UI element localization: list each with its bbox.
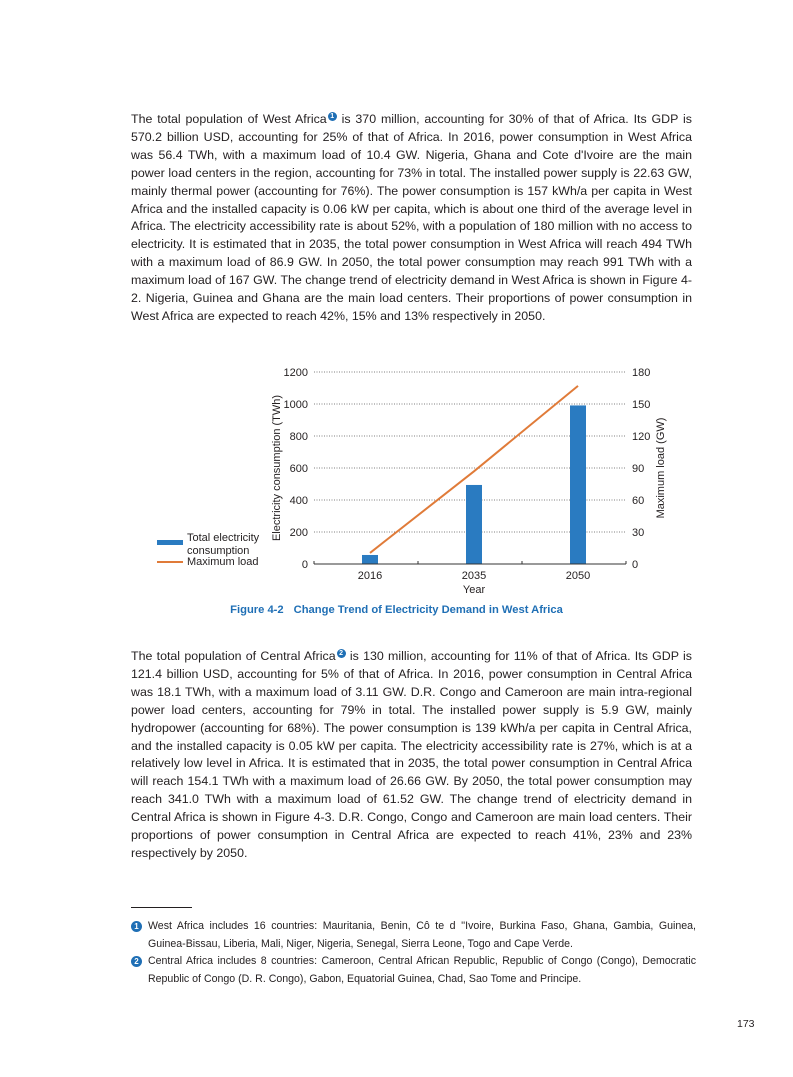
paragraph-west-africa — [131, 111, 692, 326]
y-tick-label: 1200 — [283, 367, 308, 379]
y2-tick-label: 150 — [632, 399, 651, 411]
y-tick-label: 600 — [289, 463, 308, 475]
footnote-marker-2[interactable]: 2 — [337, 649, 346, 658]
x-tick-label: 2016 — [357, 570, 383, 582]
legend-swatch-consumption — [157, 540, 183, 545]
footnote-marker-1[interactable]: 1 — [328, 112, 337, 121]
y-tick-label: 800 — [289, 431, 308, 443]
footnotes — [131, 918, 696, 988]
footnote-number-icon: 1 — [131, 921, 142, 932]
y-tick-label: 1000 — [283, 399, 308, 411]
footnote-text: West Africa includes 16 countries: Mauritania, Benin, Cô te d ''Ivoire, Burkina Faso, Ghana, Gambia, Guinea, Guinea-Bissau, Liberia, Mali, Niger, Nigeria, Senegal, Sierra Leone, Togo and Cape Verde. — [148, 920, 696, 950]
y-tick-label: 400 — [289, 495, 308, 507]
x-tick-label: 2050 — [565, 570, 591, 582]
bar-2035 — [466, 485, 482, 564]
x-tick-label: 2035 — [461, 570, 487, 582]
bar-2016 — [362, 555, 378, 564]
footnote-item — [131, 918, 696, 953]
y2-tick-label: 60 — [632, 495, 645, 507]
bar-2050 — [570, 405, 586, 564]
legend — [157, 532, 260, 568]
y2-tick-label: 180 — [632, 367, 651, 379]
paragraph-text: The total population of West Africa — [131, 112, 327, 126]
paragraph-text: is 130 million, accounting for 11% of that of Africa. Its GDP is 121.4 billion USD, accounting for 5% of that of Africa. In 2016, power consumption in Central Africa was 18.1 TWh, with a maximum load of 3.11 GW. D.R. Congo and Cameroon are main intra-regional power load centers, accounting for 79% in total. The installed power supply is 5.9 GW, mainly hydropower (accounting for 68%). The power consumption is 139 kWh/a per capita in Central Africa, and the installed capacity is 0.05 kW per capita. The electricity accessibility rate is 27%, which is at a relatively low level in Africa. It is estimated that in 2035, the total power consumption in Central Africa will reach 154.1 TWh with a maximum load of 26.66 GW. By 2050, the total power consumption may reach 341.0 TWh with a maximum load of 61.52 GW. The change trend of electricity demand in Central Africa is shown in Figure 4-3. D.R. Congo, Congo and Cameroon are main load centers. Their proportions of power consumption in Central Africa are expected to reach 41%, 23% and 23% respectively by 2050. — [131, 649, 693, 860]
footnote-item — [131, 953, 696, 988]
y2-tick-label: 120 — [632, 431, 651, 443]
y2-tick-label: 30 — [632, 527, 645, 539]
y-axis-title: Electricity consumption (TWh) — [271, 394, 283, 542]
y-tick-label: 200 — [289, 527, 308, 539]
legend-label-consumption-2: consumption — [187, 545, 250, 557]
legend-label-max-load: Maximum load — [187, 556, 259, 568]
figure-caption — [0, 604, 793, 616]
figure-title: Change Trend of Electricity Demand in West Africa — [293, 604, 563, 616]
paragraph-text: is 370 million, accounting for 30% of that of Africa. Its GDP is 570.2 billion USD, accounting for 25% of that of Africa. In 2016, power consumption in West Africa was 56.4 TWh, with a maximum load of 10.4 GW. Nigeria, Ghana and Cote d'Ivoire are the main power load centers in the region, accounting for 73% in total. The installed power supply is 22.63 GW, mainly thermal power (accounting for 76%). The power consumption is 157 kWh/a per capita in West Africa and the installed capacity is 0.06 kW per capita, which is about one third of the average level in Africa. The electricity accessibility rate is about 52%, with a population of 180 million with no access to electricity. It is estimated that in 2035, the total power consumption in West Africa will reach 494 TWh with a maximum load of 86.9 GW. In 2050, the total power consumption may reach 991 TWh with a maximum load of 167 GW. The change trend of electricity demand in West Africa is shown in Figure 4-2. Nigeria, Guinea and Ghana are the main load centers. Their proportions of power consumption in West Africa are expected to reach 42%, 15% and 13% respectively in 2050. — [131, 112, 692, 323]
bar-series — [362, 405, 586, 564]
y2-tick-label: 0 — [632, 559, 639, 571]
footnote-number-icon: 2 — [131, 956, 142, 967]
paragraph-central-africa — [131, 648, 692, 863]
legend-label-consumption-1: Total electricity — [187, 532, 260, 544]
x-axis-title: Year — [462, 584, 486, 596]
y-tick-label: 0 — [301, 559, 308, 571]
figure-number: Figure 4-2 — [230, 604, 284, 616]
footnote-text: Central Africa includes 8 countries: Cameroon, Central African Republic, Republic of Congo (Congo), Democratic Republic of Congo (D. R. Congo), Gabon, Equatorial Guinea, Chad, Sao Tome and Principe. — [148, 955, 696, 985]
y2-axis-title: Maximum load (GW) — [655, 417, 667, 519]
electricity-demand-chart — [150, 360, 670, 600]
paragraph-text: The total population of Central Africa — [131, 649, 336, 663]
footnote-divider — [131, 907, 192, 908]
y2-tick-label: 90 — [632, 463, 645, 475]
page-number: 173 — [737, 1018, 755, 1030]
